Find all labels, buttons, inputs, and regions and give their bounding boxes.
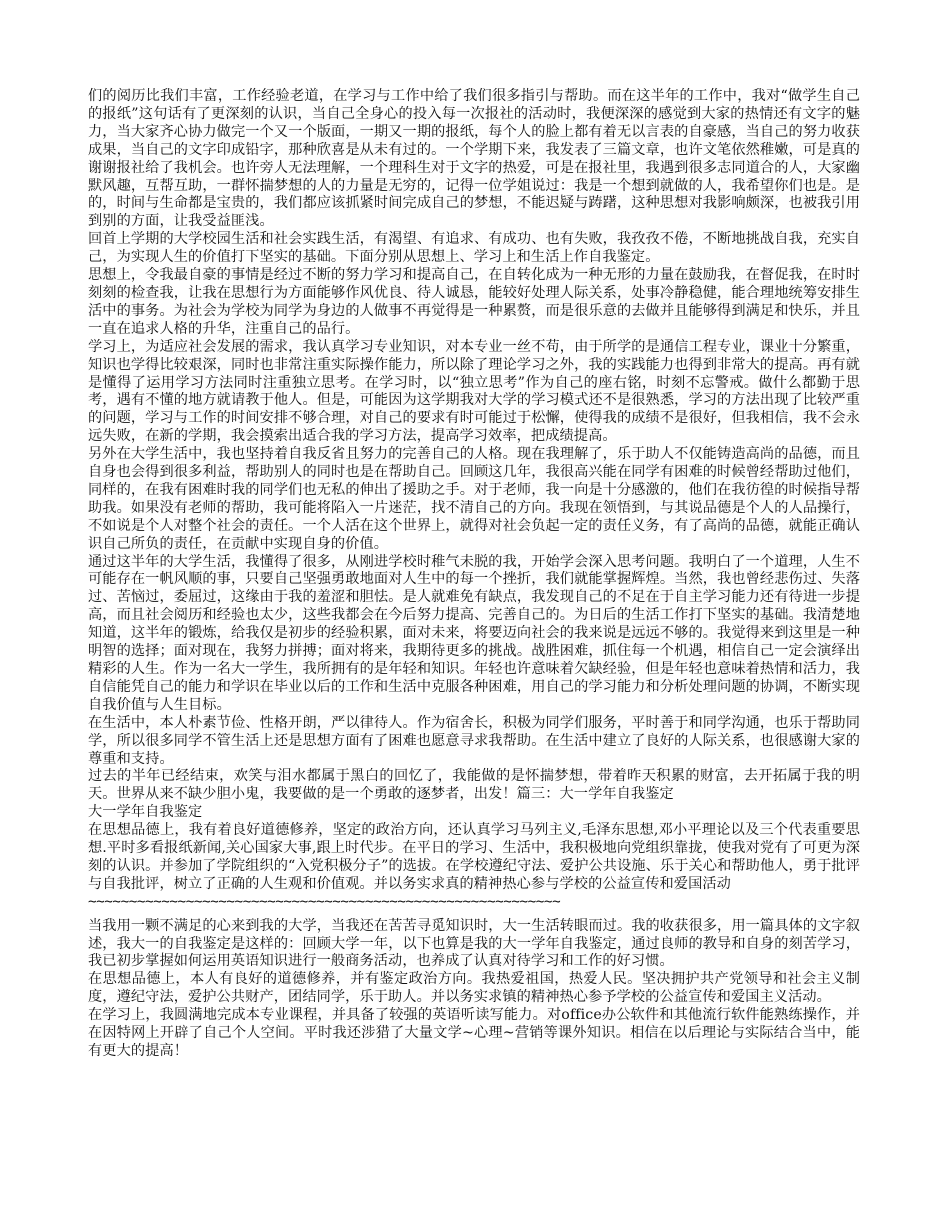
paragraph-first-year-summary: 当我用一颗不满足的心来到我的大学，当我还在苦苦寻觅知识时，大一生活转眼而过。我的收获很多，用一篇具体的文字叙述，我大一的自我鉴定是这样的：回顾大学一年，以下也算是我的大一学年自我鉴定，通过良师的教导和自身的刻苦学习，我已初步掌握如何运用英语知识进行一般商务活动，也养成了认真对待学习和工作的好习惯。 <box>88 917 860 970</box>
paragraph-daily-life: 在生活中，本人朴素节俭、性格开朗，严以律待人。作为宿舍长，积极为同学们服务，平时善于和同学沟通，也乐于帮助同学，所以很多同学不管生活上还是思想方面有了困难也愿意寻求我帮助。在生活中建立了良好的人际关系，也很感谢大家的尊重和支持。 <box>88 714 860 767</box>
paragraph-closing: 过去的半年已经结束，欢笑与泪水都属于黑白的回忆了，我能做的是怀揣梦想，带着昨天积累的财富，去开拓属于我的明天。世界从来不缺少胆小鬼，我要做的是一个勇敢的逐梦者，出发！篇三：大一学年自我鉴定 <box>88 768 860 803</box>
paragraph-newspaper-experience: 们的阅历比我们丰富，工作经验老道，在学习与工作中给了我们很多指引与帮助。而在这半年的工作中，我对“做学生自己的报纸”这句话有了更深刻的认识，当自己全身心的投入每一次报社的活动时，我便深深的感觉到大家的热情还有文字的魅力，当大家齐心协力做完一个又一个版面，一期又一期的报纸，每个人的脸上都有着无以言表的自豪感，当自己的努力收获成果，当自己的文字印成铅字，那种欣喜是从未有过的。一个学期下来，我发表了三篇文章，也许文笔依然稚嫩，可是真的谢谢报社给了我机会。也许旁人无法理解，一个理科生对于文字的热爱，可是在报社里，我遇到很多志同道合的人，大家幽默风趣，互帮互助，一群怀揣梦想的人的力量是无穷的，记得一位学姐说过：我是一个想到就做的人，我希望你们也是。是的，时间与生命都是宝贵的，我们都应该抓紧时间完成自己的梦想，不能迟疑与踌躇，这种思想对我影响颇深，也被我引用到别的方面，让我受益匪浅。 <box>88 88 860 230</box>
paragraph-semester-review: 回首上学期的大学校园生活和社会实践生活，有渴望、有追求、有成功、也有失败，我孜孜不倦，不断地挑战自我，充实自己，为实现人生的价值打下坚实的基础。下面分别从思想上、学习上和生活上作自我鉴定。 <box>88 231 860 266</box>
paragraph-study: 学习上，为适应社会发展的需求，我认真学习专业知识，对本专业一丝不苟，由于所学的是通信工程专业，课业十分繁重，知识也学得比较艰深，同时也非常注重实际操作能力，所以除了理论学习之外，我的实践能力也得到非常大的提高。再有就是懂得了运用学习方法同时注重独立思考。在学习时，以“独立思考”作为自己的座右铭，时刻不忘警戒。做什么都勤于思考，遇有不懂的地方就请教于他人。但是，可能因为这学期我对大学的学习模式还不是很熟悉，学习的方法出现了比较严重的问题，学习与工作的时间安排不够合理，对自己的要求有时可能过于松懈，使得我的成绩不是很好，但我相信，我不会永远失败，在新的学期，我会摸索出适合我的学习方法，提高学习效率，把成绩提高。 <box>88 338 860 445</box>
paragraph-political-quality: 在思想品德上，我有着良好道德修养，坚定的政治方向，还认真学习马列主义,毛泽东思想,邓小平理论以及三个代表重要思想.平时多看报纸新闻,关心国家大事,跟上时代步。在平日的学习、生活中，我积极地向党组织靠拢，使我对党有了可更为深刻的认识。并参加了学院组织的“入党积极分子”的选拔。在学校遵纪守法、爱护公共设施、乐于关心和帮助他人，勇于批评与自我批评，树立了正确的人生观和价值观。并以务实求真的精神热心参与学校的公益宣传和爱国活动 <box>88 822 860 892</box>
section-heading: 大一学年自我鉴定 <box>88 804 203 821</box>
paragraph-moral-character: 在思想品德上，本人有良好的道德修养，并有鉴定政治方向。我热爱祖国，热爱人民。坚决拥护共产党领导和社会主义制度，遵纪守法，爱护公共财产，团结同学，乐于助人。并以务实求镇的精神热心参予学校的公益宣传和爱国主义活动。 <box>88 971 860 1006</box>
paragraph-character: 另外在大学生活中，我也坚持着自我反省且努力的完善自己的人格。现在我理解了，乐于助人不仅能铸造高尚的品德，而且自身也会得到很多利益，帮助别人的同时也是在帮助自己。回顾这几年，我很高兴能在同学有困难的时候曾经帮助过他们，同样的，在我有困难时我的同学们也无私的伸出了援助之手。对于老师，我一向是十分感激的，他们在我彷徨的时候指导帮助我。如果没有老师的帮助，我可能将陷入一片迷茫，找不清自己的方向。我现在领悟到，与其说品德是个人的人品操行，不如说是个人对整个社会的责任。一个人活在这个世界上，就得对社会负起一定的责任义务，有了高尚的品德，就能正确认识自己所负的责任，在贡献中实现自身的价值。 <box>88 446 860 552</box>
paragraph-academic-skills: 在学习上，我圆满地完成本专业课程，并具备了较强的英语听读写能力。对office办公软件和其他流行软件能熟练操作，并在因特网上开辟了自己个人空间。平时我还涉猎了大量文学~心理~营销等课外知识。相信在以后理论与实际结合当中，能有更大的提高！ <box>88 1007 860 1060</box>
tilde-divider: ~~~~~~~~~~~~~~~~~~~~~~~~~~~~~~~~~~~~~~~~~~~~~~~~~~~~~~~~~~ <box>88 893 561 910</box>
paragraph-ideology: 思想上，令我最自豪的事情是经过不断的努力学习和提高自己，在自转化成为一种无形的力量在鼓励我，在督促我，在时时刻刻的检查我，让我在思想行为方面能够作风优良、待人诚恳，能较好处理人际关系，处事冷静稳健，能合理地统筹安排生活中的事务。为社会为学校为同学为身边的人做事不再觉得是一种累赘，而是很乐意的去做并且能够得到满足和快乐，并且一直在追求人格的升华，注重自己的品行。 <box>88 267 860 337</box>
paragraph-half-year-reflection: 通过这半年的大学生活，我懂得了很多，从刚进学校时稚气未脱的我，开始学会深入思考问题。我明白了一个道理，人生不可能存在一帆风顺的事，只要自己坚强勇敢地面对人生中的每一个挫折，我们就能掌握辉煌。当然，我也曾经悲伤过、失落过、苦恼过，委屈过，这缘由于我的羞涩和胆怯。是人就难免有缺点，我发现自己的不足在于自主学习能力还有待进一步提高，而且社会阅历和经验也太少，这些我都会在今后努力提高、完善自己的。为日后的生活工作打下坚实的基础。我清楚地知道，这半年的锻炼，给我仅是初步的经验积累，面对未来，将要迈向社会的我来说是远远不够的。我觉得来到这里是一种明智的选择；面对现在，我努力拼搏；面对将来，我期待更多的挑战。战胜困难，抓住每一个机遇，相信自己一定会演绎出精彩的人生。作为一名大一学生，我所拥有的是年轻和知识。年轻也许意味着欠缺经验，但是年轻也意味着热情和活力，我自信能凭自己的能力和学识在毕业以后的工作和生活中克服各种困难，用自己的学习能力和分析处理问题的协调，不断实现自我价值与人生目标。 <box>88 553 860 713</box>
document-body <box>88 88 860 1061</box>
